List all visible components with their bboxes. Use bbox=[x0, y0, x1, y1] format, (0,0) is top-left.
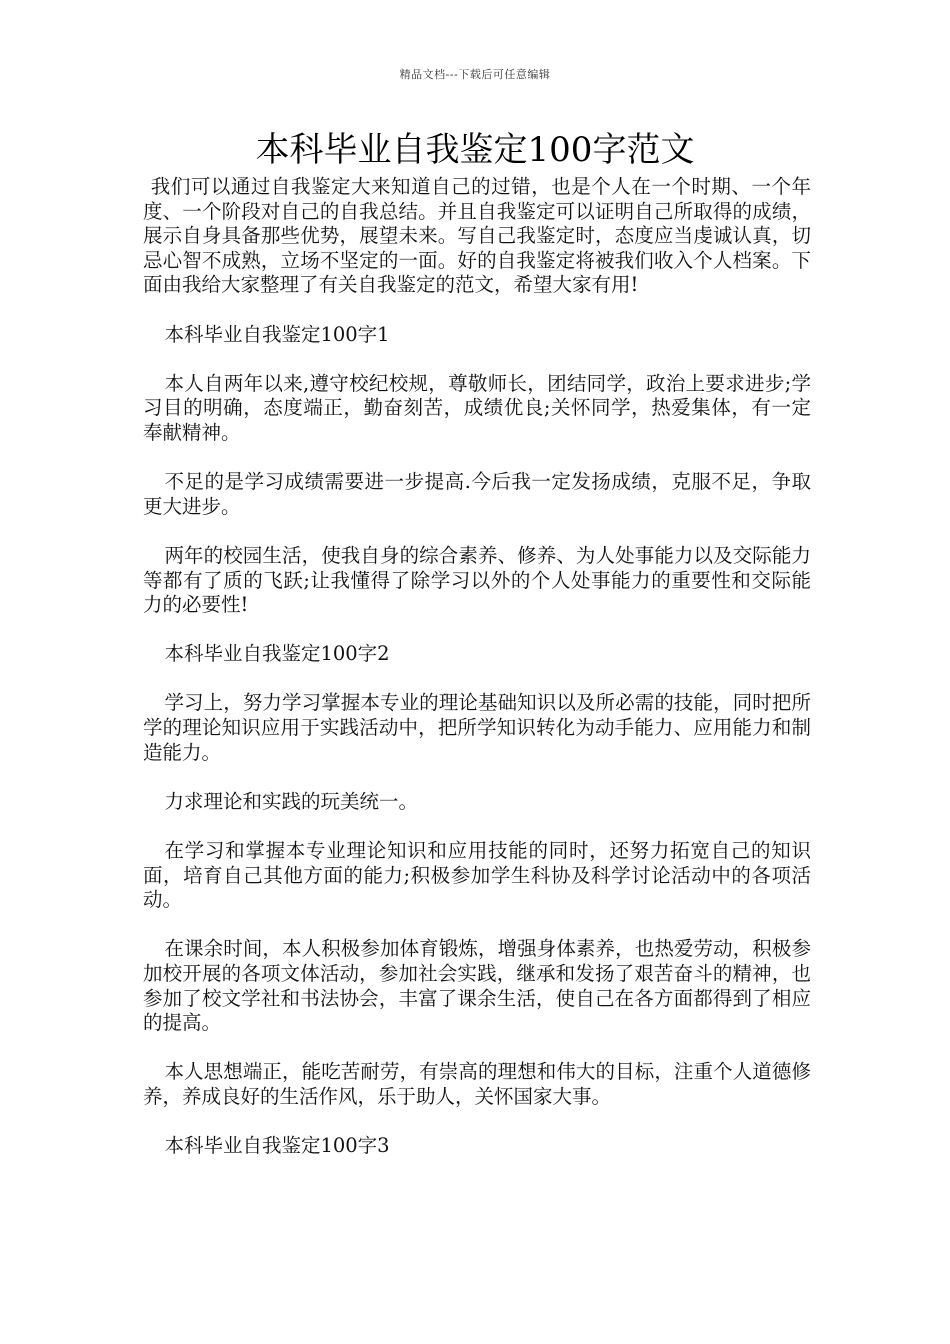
section-heading-1: 本科毕业自我鉴定100字1 bbox=[164, 322, 390, 346]
paragraph: 力求理论和实践的玩美统一。 bbox=[164, 789, 418, 813]
section-heading-3: 本科毕业自我鉴定100字3 bbox=[164, 1134, 390, 1158]
paragraph: 本人思想端正，能吃苦耐劳，有崇高的理想和伟大的目标，注重个人道德修养，养成良好的生活作风，乐于助人，关怀国家大事。 bbox=[143, 1060, 811, 1108]
intro-paragraph: 我们可以通过自我鉴定大来知道自己的过错，也是个人在一个时期、一个年度、一个阶段对自己的自我总结。并且自我鉴定可以证明自己所取得的成绩，展示自身具备那些优势，展望未来。写自己我鉴定时，态度应当虔诚认真，切忌心智不成熟，立场不坚定的一面。好的自我鉴定将被我们收入个人档案。下面由我给大家整理了有关自我鉴定的范文，希望大家有用! bbox=[143, 175, 811, 297]
paragraph: 不足的是学习成绩需要进一步提高.今后我一定发扬成绩，克服不足，争取更大进步。 bbox=[143, 470, 811, 518]
paragraph: 本人自两年以来,遵守校纪校规，尊敬师长，团结同学，政治上要求进步;学习目的明确，态度端正，勤奋刻苦，成绩优良;关怀同学，热爱集体，有一定奉献精神。 bbox=[143, 371, 811, 444]
section-heading-2: 本科毕业自我鉴定100字2 bbox=[164, 642, 390, 666]
paragraph: 在课余时间，本人积极参加体育锻炼，增强身体素养，也热爱劳动，积极参加校开展的各项文体活动，参加社会实践，继承和发扬了艰苦奋斗的精神，也参加了校文学社和书法协会，丰富了课余生活，使自己在各方面都得到了相应的提高。 bbox=[143, 937, 811, 1035]
document-title: 本科毕业自我鉴定100字范文 bbox=[255, 130, 695, 170]
paragraph: 在学习和掌握本专业理论知识和应用技能的同时，还努力拓宽自己的知识面，培育自己其他方面的能力;积极参加学生科协及科学讨论活动中的各项活动。 bbox=[143, 839, 811, 912]
document-body bbox=[143, 175, 811, 1183]
header-note: 精品文档---下载后可任意编辑 bbox=[399, 68, 551, 81]
paragraph: 两年的校园生活，使我自身的综合素养、修养、为人处事能力以及交际能力等都有了质的飞跃;让我懂得了除学习以外的个人处事能力的重要性和交际能力的必要性! bbox=[143, 543, 811, 617]
paragraph: 学习上，努力学习掌握本专业的理论基础知识以及所必需的技能，同时把所学的理论知识应用于实践活动中，把所学知识转化为动手能力、应用能力和制造能力。 bbox=[143, 691, 811, 764]
